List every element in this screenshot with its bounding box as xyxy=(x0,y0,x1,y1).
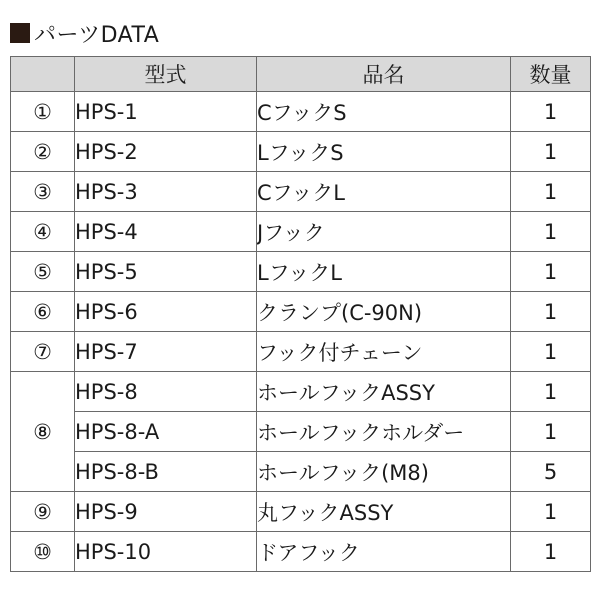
name-cell: ドアフック xyxy=(257,532,511,572)
title-text: パーツDATA xyxy=(34,22,160,48)
table-row xyxy=(11,132,591,172)
row-number: ① xyxy=(11,92,75,132)
model-cell: HPS-6 xyxy=(75,292,257,332)
model-cell: HPS-9 xyxy=(75,492,257,532)
model-cell: HPS-3 xyxy=(75,172,257,212)
model-cell: HPS-8-A xyxy=(75,412,257,452)
row-number: ⑤ xyxy=(11,252,75,292)
row-number: ⑦ xyxy=(11,332,75,372)
table-row xyxy=(11,452,591,492)
name-cell: フック付チェーン xyxy=(257,332,511,372)
name-cell: LフックL xyxy=(257,252,511,292)
model-cell: HPS-2 xyxy=(75,132,257,172)
parts-table xyxy=(10,56,591,572)
table-row xyxy=(11,332,591,372)
table-row xyxy=(11,492,591,532)
table-row xyxy=(11,292,591,332)
table-row xyxy=(11,172,591,212)
model-cell: HPS-8-B xyxy=(75,452,257,492)
name-cell: 丸フックASSY xyxy=(257,492,511,532)
name-cell: Jフック xyxy=(257,212,511,252)
table-row xyxy=(11,212,591,252)
model-cell: HPS-5 xyxy=(75,252,257,292)
model-cell: HPS-8 xyxy=(75,372,257,412)
model-cell: HPS-10 xyxy=(75,532,257,572)
model-cell: HPS-1 xyxy=(75,92,257,132)
qty-cell: 1 xyxy=(511,532,591,572)
row-number: ④ xyxy=(11,212,75,252)
model-cell: HPS-7 xyxy=(75,332,257,372)
row-number: ⑥ xyxy=(11,292,75,332)
row-number: ⑩ xyxy=(11,532,75,572)
header-model: 型式 xyxy=(75,57,257,92)
qty-cell: 1 xyxy=(511,292,591,332)
qty-cell: 1 xyxy=(511,92,591,132)
qty-cell: 1 xyxy=(511,212,591,252)
name-cell: クランプ(C-90N) xyxy=(257,292,511,332)
header-no xyxy=(11,57,75,92)
table-row xyxy=(11,372,591,412)
header-row xyxy=(11,57,591,92)
model-cell: HPS-4 xyxy=(75,212,257,252)
qty-cell: 1 xyxy=(511,132,591,172)
title-square-icon xyxy=(10,23,30,43)
row-number: ⑧ xyxy=(11,372,75,492)
header-name: 品名 xyxy=(257,57,511,92)
row-number: ③ xyxy=(11,172,75,212)
name-cell: LフックS xyxy=(257,132,511,172)
qty-cell: 1 xyxy=(511,172,591,212)
page-title xyxy=(10,18,159,48)
table-row xyxy=(11,252,591,292)
qty-cell: 1 xyxy=(511,412,591,452)
table-row xyxy=(11,412,591,452)
qty-cell: 1 xyxy=(511,252,591,292)
name-cell: CフックS xyxy=(257,92,511,132)
row-number: ⑨ xyxy=(11,492,75,532)
name-cell: ホールフックASSY xyxy=(257,372,511,412)
qty-cell: 1 xyxy=(511,332,591,372)
qty-cell: 1 xyxy=(511,492,591,532)
table-row xyxy=(11,92,591,132)
qty-cell: 5 xyxy=(511,452,591,492)
row-number: ② xyxy=(11,132,75,172)
name-cell: ホールフックホルダー xyxy=(257,412,511,452)
header-qty: 数量 xyxy=(511,57,591,92)
qty-cell: 1 xyxy=(511,372,591,412)
table-row xyxy=(11,532,591,572)
name-cell: CフックL xyxy=(257,172,511,212)
name-cell: ホールフック(M8) xyxy=(257,452,511,492)
